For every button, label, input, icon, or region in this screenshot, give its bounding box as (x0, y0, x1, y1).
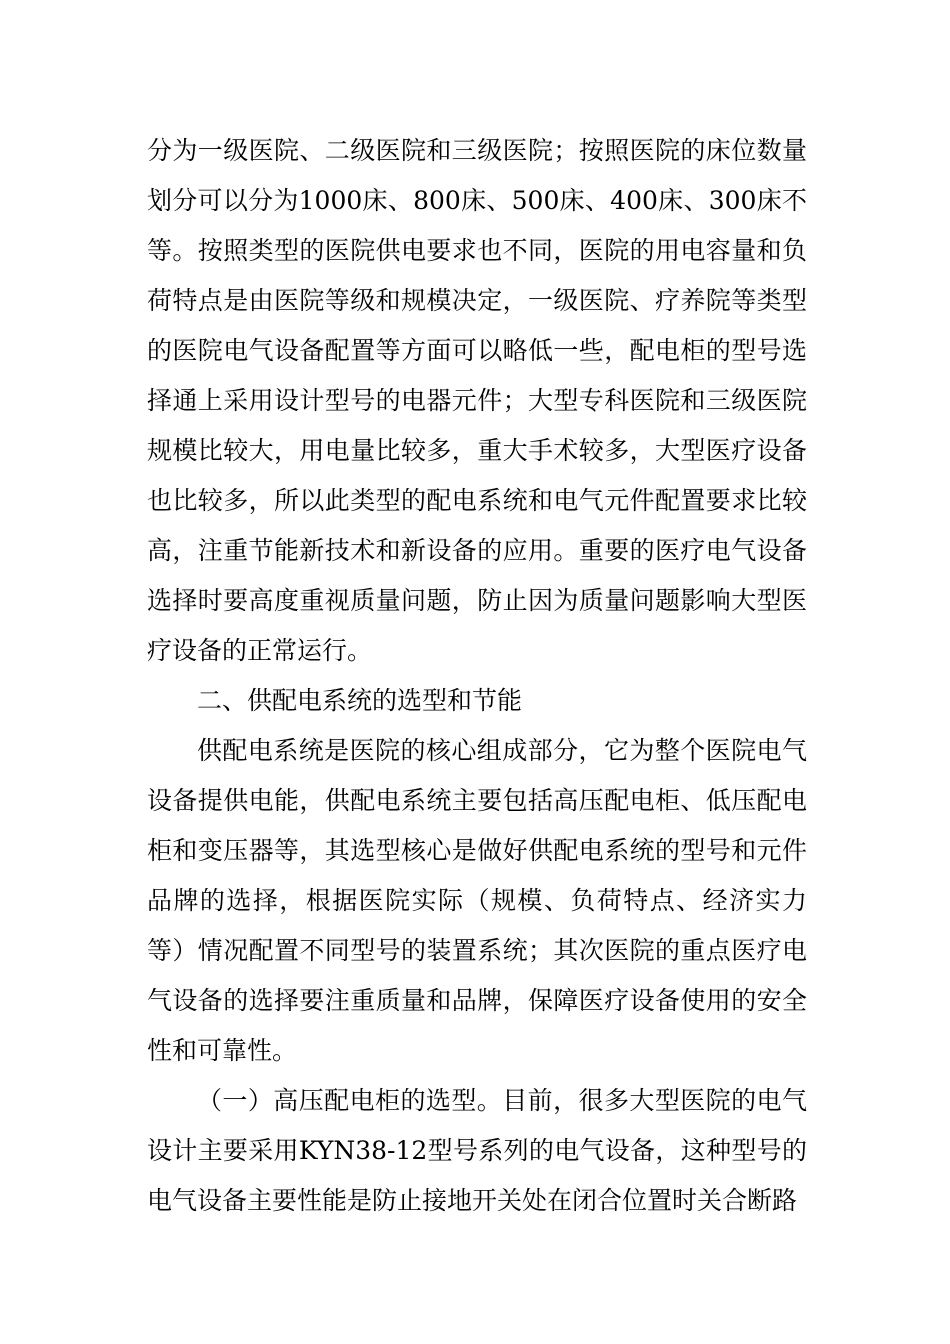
paragraph-continuation: 分为一级医院、二级医院和三级医院；按照医院的床位数量划分可以分为1000床、800床、500床、400床、300床不等。按照类型的医院供电要求也不同，医院的用电容量和负荷特点是由医院等级和规模决定，一级医院、疗养院等类型的医院电气设备配置等方面可以略低一些，配电柜的型号选择通上采用设计型号的电器元件；大型专科医院和三级医院规模比较大，用电量比较多，重大手术较多，大型医疗设备也比较多，所以此类型的配电系统和电气元件配置要求比较高，注重节能新技术和新设备的应用。重要的医疗电气设备选择时要高度重视质量问题，防止因为质量问题影响大型医疗设备的正常运行。 (147, 136, 807, 665)
paragraph-power-system: 供配电系统是医院的核心组成部分，它为整个医院电气设备提供电能，供配电系统主要包括高压配电柜、低压配电柜和变压器等，其选型核心是做好供配电系统的型号和元件品牌的选择，根据医院实际（规模、负荷特点、经济实力等）情况配置不同型号的装置系统；其次医院的重点医疗电气设备的选择要注重质量和品牌，保障医疗设备使用的安全性和可靠性。 (147, 736, 807, 1065)
paragraph-high-voltage-cabinet: （一）高压配电柜的选型。目前，很多大型医院的电气设计主要采用KYN38-12型号系列的电气设备，这种型号的电气设备主要性能是防止接地开关处在闭合位置时关合断路 (147, 1086, 807, 1215)
document-body (147, 126, 807, 1226)
section-heading: 二、供配电系统的选型和节能 (197, 686, 523, 715)
